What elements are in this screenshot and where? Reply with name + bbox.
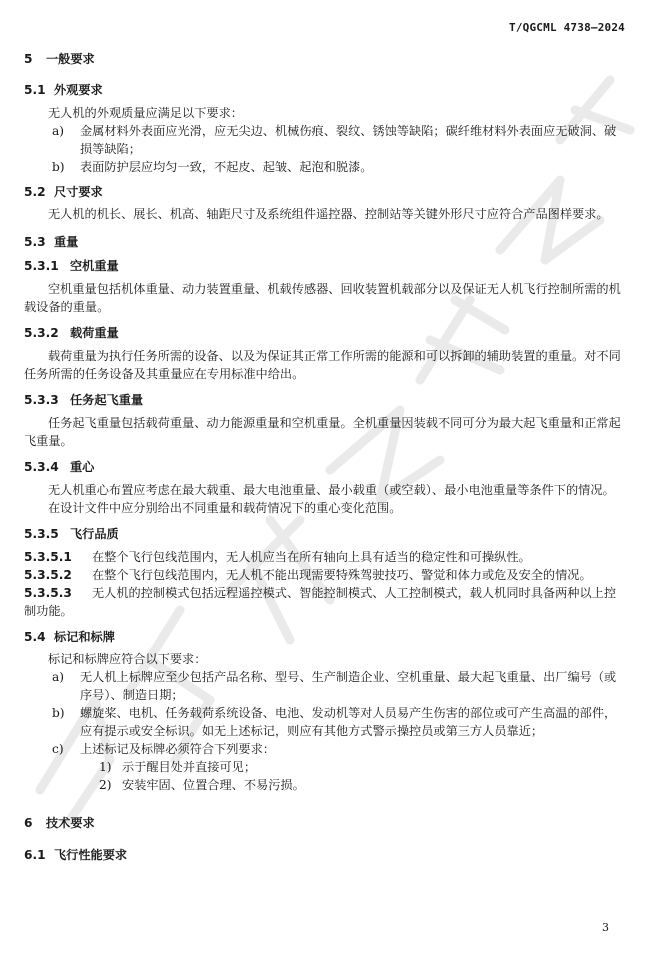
section-heading: 6.1 飞行性能要求 (24, 848, 128, 862)
sub-list-item: 1) 示于醒目处并直接可见； (99, 760, 257, 774)
page-number: 3 (602, 921, 609, 934)
section-heading: 5.3.5 飞行品质 (24, 527, 119, 541)
list-item: c) 上述标记及标牌必须符合下列要求： (52, 742, 275, 756)
paragraph: 空机重量包括机体重量、动力装置重量、机载传感器、回收装置机载部分以及保证无人机飞行控制所需的机载设备的重量。 (24, 282, 621, 314)
section-heading: 5.3.4 重心 (24, 460, 95, 474)
section-heading: 5.1 外观要求 (24, 83, 103, 97)
document-body (24, 50, 624, 864)
list-item: b) 螺旋桨、电机、任务载荷系统设备、电池、发动机等对人员易产生伤害的部位或可产生高温的部件，应有提示或安全标识。如无上述标记，则应有其他方式警示操控员或第三方人员靠近； (52, 706, 617, 738)
paragraph: 无人机的外观质量应满足以下要求： (48, 106, 243, 120)
standard-code: T/QGCML 4738—2024 (509, 21, 625, 34)
paragraph: 任务起飞重量包括载荷重量、动力能源重量和空机重量。全机重量因装载不同可分为最大起飞重量和正常起飞重量。 (24, 416, 621, 448)
paragraph: 载荷重量为执行任务所需的设备、以及为保证其正常工作所需的能源和可以拆卸的辅助装置的重量。对不同任务所需的任务设备及其重量应在专用标准中给出。 (24, 349, 621, 381)
section-heading: 5.2 尺寸要求 (24, 185, 103, 199)
paragraph: 无人机重心布置应考虑在最大载重、最大电池重量、最小载重（或空载）、最小电池重量等条件下的情况。 (48, 483, 615, 497)
section-heading: 5 一般要求 (24, 52, 95, 66)
list-item: a) 无人机上标牌应至少包括产品名称、型号、生产制造企业、空机重量、最大起飞重量、出厂编号（或序号）、制造日期； (52, 670, 617, 702)
section-heading: 5.3.2 载荷重量 (24, 326, 119, 340)
section-heading: 5.4 标记和标牌 (24, 630, 115, 644)
list-item: a) 金属材料外表面应光滑，应无尖边、机械伤痕、裂纹、锈蚀等缺陷；碳纤维材料外表面应无破洞、破损等缺陷； (52, 124, 617, 156)
clause: 5.3.5.2 在整个飞行包线范围内，无人机不能出现需要特殊驾驶技巧、警觉和体力或危及安全的情况。 (24, 568, 592, 582)
paragraph: 无人机的机长、展长、机高、轴距尺寸及系统组件遥控器、控制站等关键外形尺寸应符合产品图样要求。 (48, 207, 609, 221)
paragraph: 在设计文件中应分别给出不同重量和载荷情况下的重心变化范围。 (48, 501, 402, 515)
clause: 5.3.5.3 无人机的控制模式包括远程遥控模式、智能控制模式、人工控制模式，载人机同时具备两种以上控制功能。 (24, 586, 617, 618)
clause: 5.3.5.1 在整个飞行包线范围内，无人机应当在所有轴向上具有适当的稳定性和可操纵性。 (24, 550, 531, 564)
paragraph: 标记和标牌应符合以下要求： (48, 652, 207, 666)
section-heading: 5.3.3 任务起飞重量 (24, 393, 144, 407)
sub-list-item: 2) 安装牢固、位置合理、不易污损。 (99, 778, 305, 792)
section-heading: 6 技术要求 (24, 816, 95, 830)
list-item: b) 表面防护层应均匀一致，不起皮、起皱、起泡和脱漆。 (52, 160, 373, 174)
section-heading: 5.3.1 空机重量 (24, 259, 119, 273)
section-heading: 5.3 重量 (24, 235, 79, 249)
